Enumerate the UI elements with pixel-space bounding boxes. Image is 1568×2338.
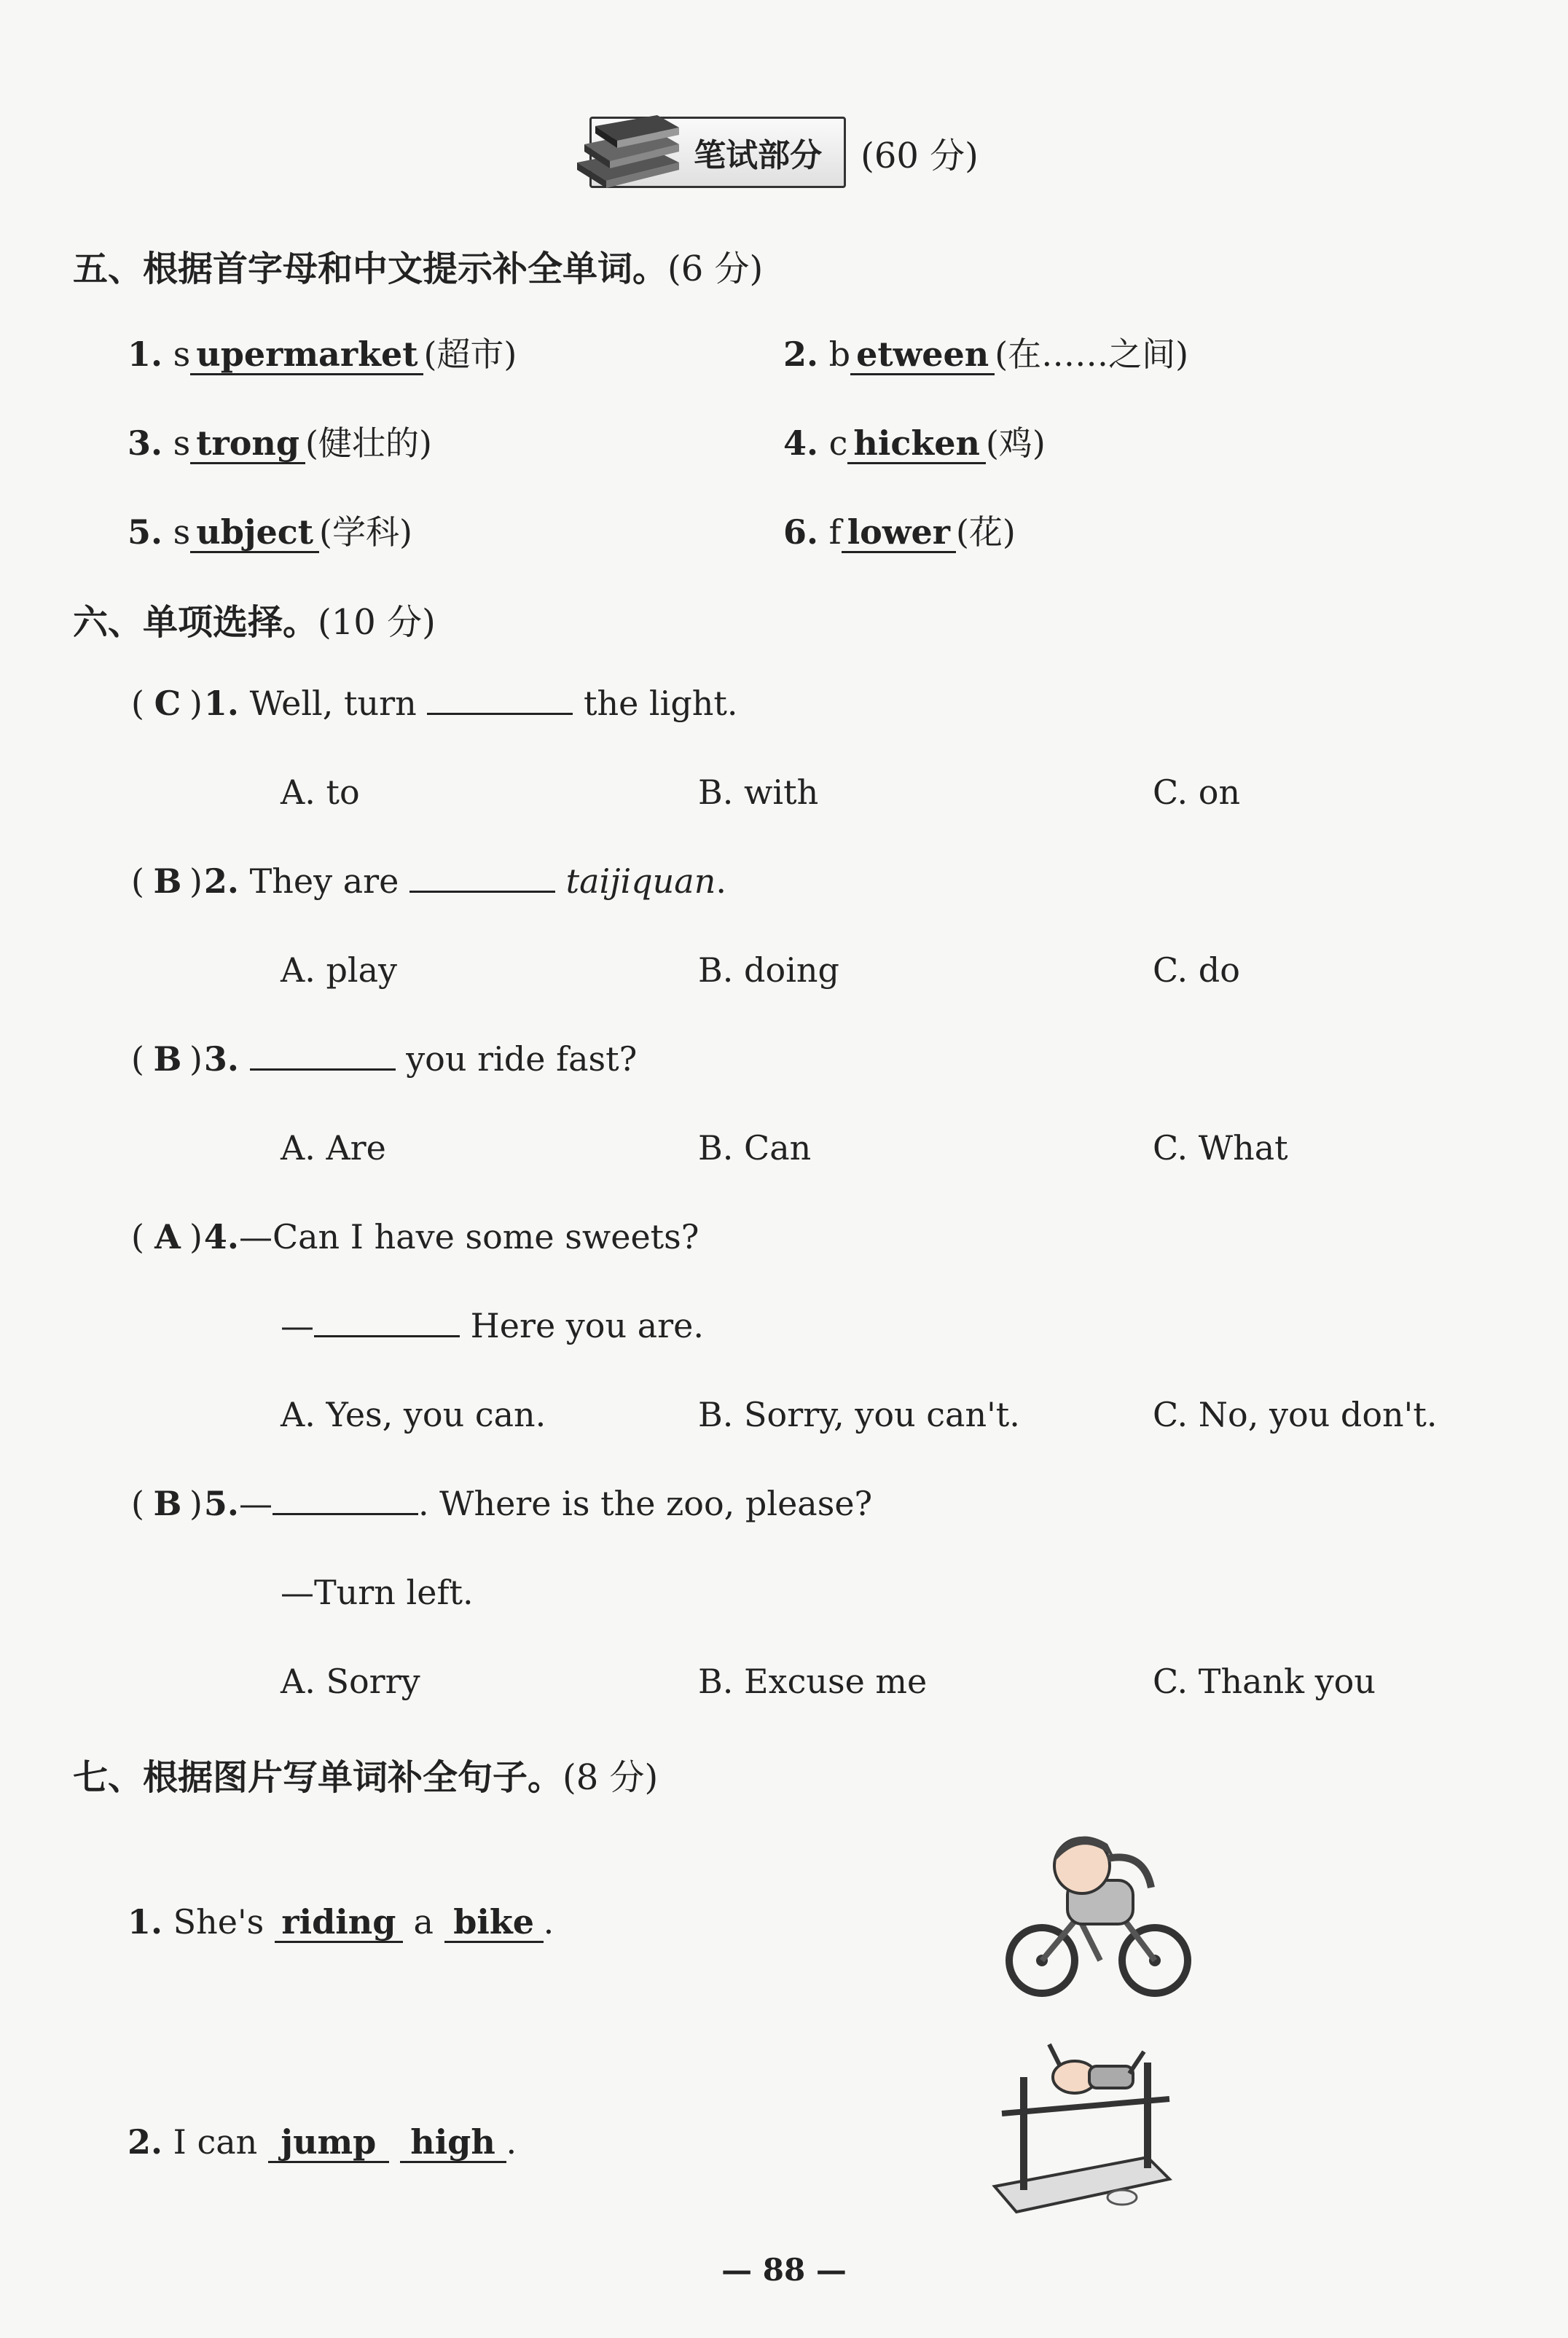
s6-q2-option-b: B. doing [698, 950, 839, 990]
section5-title: 五、根据首字母和中文提示补全单词。(6 分) [73, 249, 764, 289]
s6-question-5: ( B )5.— . Where is the zoo, please? [131, 1484, 873, 1523]
answer-letter: C [154, 684, 181, 723]
s6-q4-option-c: C. No, you don't. [1153, 1395, 1438, 1434]
s6-question-3: ( B )3. you ride fast? [131, 1039, 638, 1079]
header-score: (60 分) [861, 135, 979, 176]
answer-fill: etween [850, 336, 995, 375]
blank-line [409, 861, 555, 893]
high-jump-icon [980, 2033, 1184, 2223]
blank-line [427, 684, 573, 715]
s6-q3-option-c: C. What [1153, 1128, 1288, 1168]
answer-fill: high [400, 2124, 506, 2163]
answer-letter: B [153, 1484, 182, 1523]
answer-letter: B [153, 1039, 182, 1079]
answer-letter: B [153, 861, 182, 901]
s6-q5-line2: —Turn left. [281, 1573, 474, 1612]
s5-item-5: 5. s ubject (学科) [128, 512, 412, 552]
answer-fill: jump [268, 2124, 389, 2163]
blank-line [273, 1484, 418, 1515]
answer-fill: riding [275, 1904, 403, 1943]
s6-q4-line2: — Here you are. [281, 1306, 704, 1345]
s6-q1-option-c: C. on [1153, 773, 1241, 812]
blank-line [250, 1039, 396, 1071]
s6-q2-option-a: A. play [281, 950, 398, 990]
s6-question-4: ( A )4.—Can I have some sweets? [131, 1217, 699, 1256]
page-number: — 88 — [721, 2252, 847, 2288]
answer-fill: ubject [190, 514, 319, 553]
s6-q4-option-b: B. Sorry, you can't. [698, 1395, 1020, 1434]
answer-fill: trong [190, 425, 305, 464]
books-icon [570, 112, 686, 192]
s5-item-6: 6. f lower (花) [783, 512, 1016, 552]
s7-item-2: 2. I can jump high . [128, 2122, 517, 2162]
s5-item-1: 1. s upermarket (超市) [128, 335, 517, 374]
answer-letter: A [154, 1217, 181, 1256]
s5-item-4: 4. c hicken (鸡) [783, 423, 1046, 463]
s6-q5-option-b: B. Excuse me [698, 1662, 928, 1701]
answer-fill: bike [444, 1904, 544, 1943]
s6-q5-option-c: C. Thank you [1153, 1662, 1376, 1701]
section6-title: 六、单项选择。(10 分) [73, 602, 436, 643]
s5-item-3: 3. s trong (健壮的) [128, 423, 432, 463]
answer-fill: lower [842, 514, 956, 553]
s6-q1-option-a: A. to [281, 773, 360, 812]
header-title: 笔试部分 [694, 137, 823, 174]
s6-q3-option-b: B. Can [698, 1128, 812, 1168]
answer-fill: hicken [847, 425, 986, 464]
s6-q1-option-b: B. with [698, 773, 819, 812]
s6-question-2: ( B )2. They are taijiquan. [131, 861, 726, 901]
girl-riding-bike-icon [998, 1829, 1195, 2004]
s6-q3-option-a: A. Are [281, 1128, 386, 1168]
answer-fill: upermarket [190, 336, 423, 375]
s7-item-1: 1. She's riding a bike . [128, 1902, 554, 1942]
section7-title: 七、根据图片写单词补全句子。(8 分) [73, 1757, 659, 1798]
s6-q2-option-c: C. do [1153, 950, 1240, 990]
section-header [0, 117, 1568, 188]
s6-q5-option-a: A. Sorry [281, 1662, 420, 1701]
s6-question-1: ( C )1. Well, turn the light. [131, 684, 738, 723]
blank-line [314, 1306, 460, 1337]
s5-item-2: 2. b etween (在……之间) [783, 335, 1189, 374]
header-banner [589, 117, 846, 188]
s6-q4-option-a: A. Yes, you can. [281, 1395, 546, 1434]
